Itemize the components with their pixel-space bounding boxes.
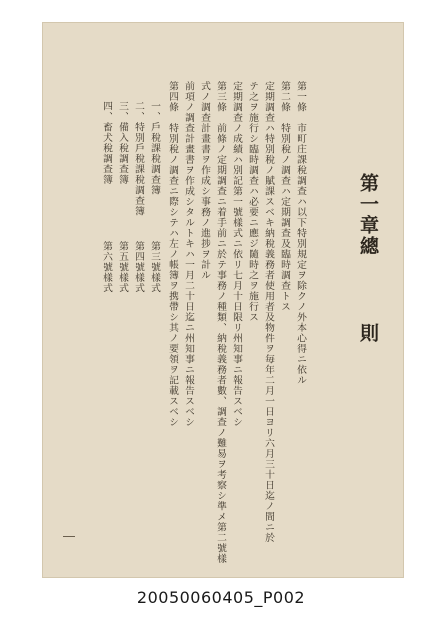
image-caption: 20050060405_P002 — [136, 588, 306, 607]
article-line: 前項ノ調查計畫書ヲ作成シタルトキハ一月二十日迄ニ州知事ニ報告スベシ — [183, 81, 194, 428]
article-line: 第一條 市町庄課稅調查ハ以下特別規定ヲ除クノ外本心得ニ依ル — [295, 81, 306, 386]
scanned-page — [42, 22, 404, 578]
article-line: 定期調查ノ成績ハ別記第一號樣式ニ依リ七月十日限リ州知事ニ報告スベシ — [231, 81, 242, 428]
form-number: 第五號樣式 — [117, 241, 128, 294]
chapter-title-end: 則 — [357, 323, 379, 342]
form-number: 第三號樣式 — [149, 241, 160, 294]
article-line: 第四條 特別稅ノ調查ニ際シテハ左ノ帳簿ヲ携帶シ其ノ要領ヲ記載スベシ — [167, 81, 178, 428]
article-line: 第二條 特別稅ノ調查ハ定期調查及臨時調查トス — [279, 81, 290, 312]
page-mark — [63, 536, 75, 537]
form-number: 第六號樣式 — [101, 241, 112, 294]
chapter-title: 第一章總 — [357, 173, 379, 257]
article-line: 式ノ調查計畫書ヲ作成シ事務ノ進捗ヲ計ル — [199, 81, 210, 281]
form-item: 四、畜犬稅調查簿 — [101, 101, 112, 185]
form-number: 第四號樣式 — [133, 241, 144, 294]
form-item: 三、備入稅調查簿 — [117, 101, 128, 185]
article-line: 第三條 前條ノ定期調查ニ着手前ニ於テ事務ノ種類、納稅義務者數、調查ノ難易ヲ考察シ準メ第二號樣 — [215, 81, 226, 564]
article-line: テ之ヲ施行シ臨時調查ハ必要ニ應ジ隨時之ヲ施行ス — [247, 81, 258, 323]
article-line: 定期調查ハ特別稅ノ賦課スベキ納稅義務者使用者及物件ヲ毎年二月一日ヨリ六月三十日迄ノ間ニ於 — [263, 81, 274, 543]
form-item: 二、特別戶稅課稅調查簿 — [133, 101, 144, 217]
form-item: 一、戶稅課稅調查簿 — [149, 101, 160, 196]
